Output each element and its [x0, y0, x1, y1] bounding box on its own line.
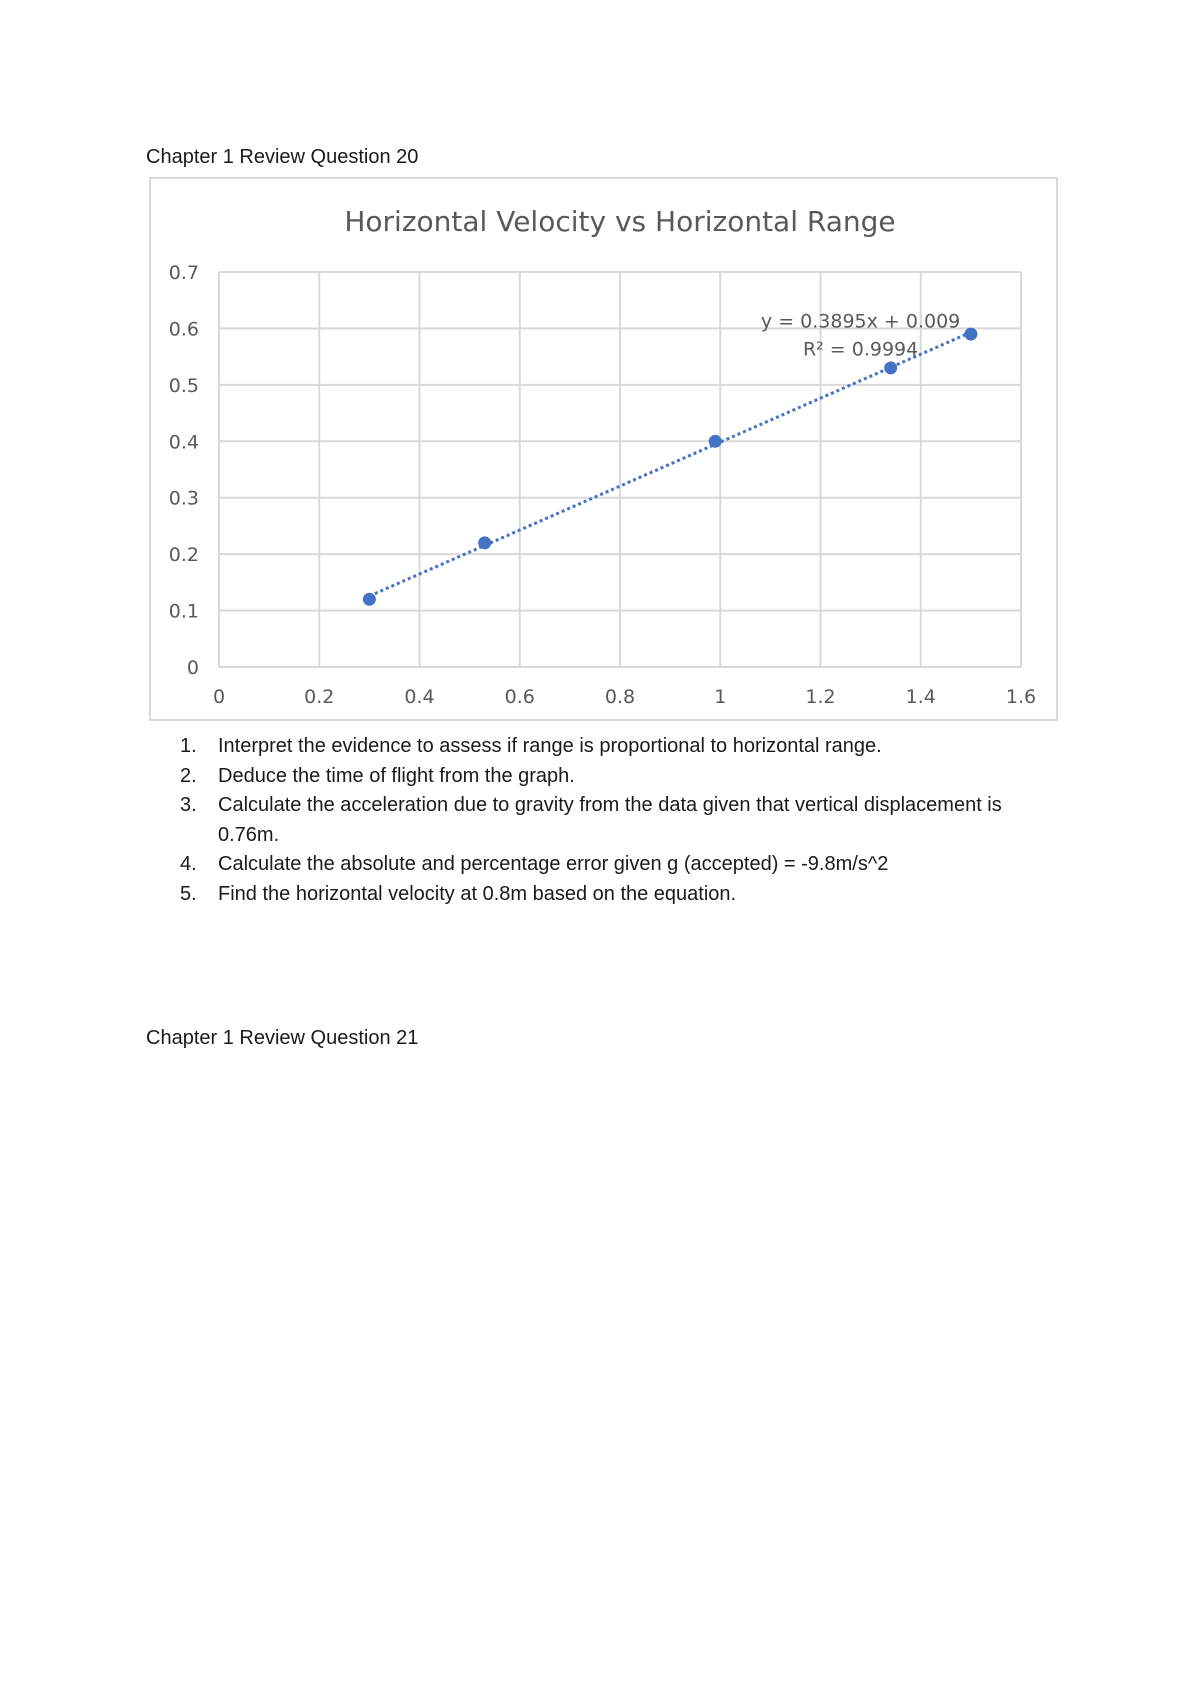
question-number: 1.	[180, 735, 197, 757]
question-text: Calculate the absolute and percentage error given g (accepted) = -9.8m/s^2	[218, 853, 889, 875]
heading-question-21: Chapter 1 Review Question 21	[146, 1027, 419, 1049]
question-text: Find the horizontal velocity at 0.8m based on the equation.	[218, 882, 737, 905]
scatter-chart	[151, 179, 1056, 719]
chart-title: Horizontal Velocity vs Horizontal Range	[344, 205, 896, 238]
trendline-r2: R² = 0.9994	[802, 338, 919, 361]
data-point	[884, 361, 897, 374]
question-text: Calculate the acceleration due to gravity from the data given that vertical displacement is 0.76m.	[218, 794, 1002, 846]
question-item	[180, 732, 1040, 762]
question-text: Deduce the time of flight from the graph.	[218, 764, 575, 787]
trendline-equation: y = 0.3895x + 0.009	[760, 310, 961, 333]
question-item	[180, 762, 1040, 792]
chart-container	[149, 177, 1058, 721]
x-tick-label: 1.4	[905, 686, 936, 708]
y-tick-label: 0.1	[168, 600, 199, 623]
data-point	[363, 593, 376, 606]
data-point	[964, 328, 977, 341]
x-tick-label: 0.6	[504, 686, 535, 708]
x-tick-label: 1.6	[1005, 686, 1037, 708]
data-point	[709, 435, 722, 448]
trendline	[369, 332, 971, 596]
question-item	[180, 850, 1040, 880]
y-tick-label: 0	[186, 657, 199, 679]
question-list	[180, 732, 1040, 909]
x-tick-label: 1.2	[805, 686, 836, 708]
data-point	[478, 536, 491, 549]
x-tick-label: 0.8	[604, 686, 636, 708]
x-tick-label: 1	[714, 686, 727, 708]
question-item	[180, 791, 1040, 850]
y-tick-label: 0.7	[168, 262, 199, 284]
question-number: 4.	[180, 853, 197, 875]
y-tick-label: 0.2	[168, 544, 199, 567]
x-tick-label: 0.2	[304, 686, 335, 708]
y-tick-label: 0.3	[168, 487, 199, 510]
x-tick-label: 0.4	[404, 686, 435, 708]
y-tick-label: 0.6	[168, 318, 199, 341]
question-text: Interpret the evidence to assess if range is proportional to horizontal range.	[218, 735, 882, 757]
question-number: 5.	[180, 882, 197, 905]
y-tick-label: 0.5	[168, 374, 199, 397]
question-number: 3.	[180, 794, 197, 816]
y-tick-label: 0.4	[168, 431, 199, 454]
question-number: 2.	[180, 764, 197, 787]
heading-question-20: Chapter 1 Review Question 20	[146, 146, 419, 168]
x-tick-label: 0	[212, 686, 226, 708]
question-item	[180, 880, 1040, 910]
